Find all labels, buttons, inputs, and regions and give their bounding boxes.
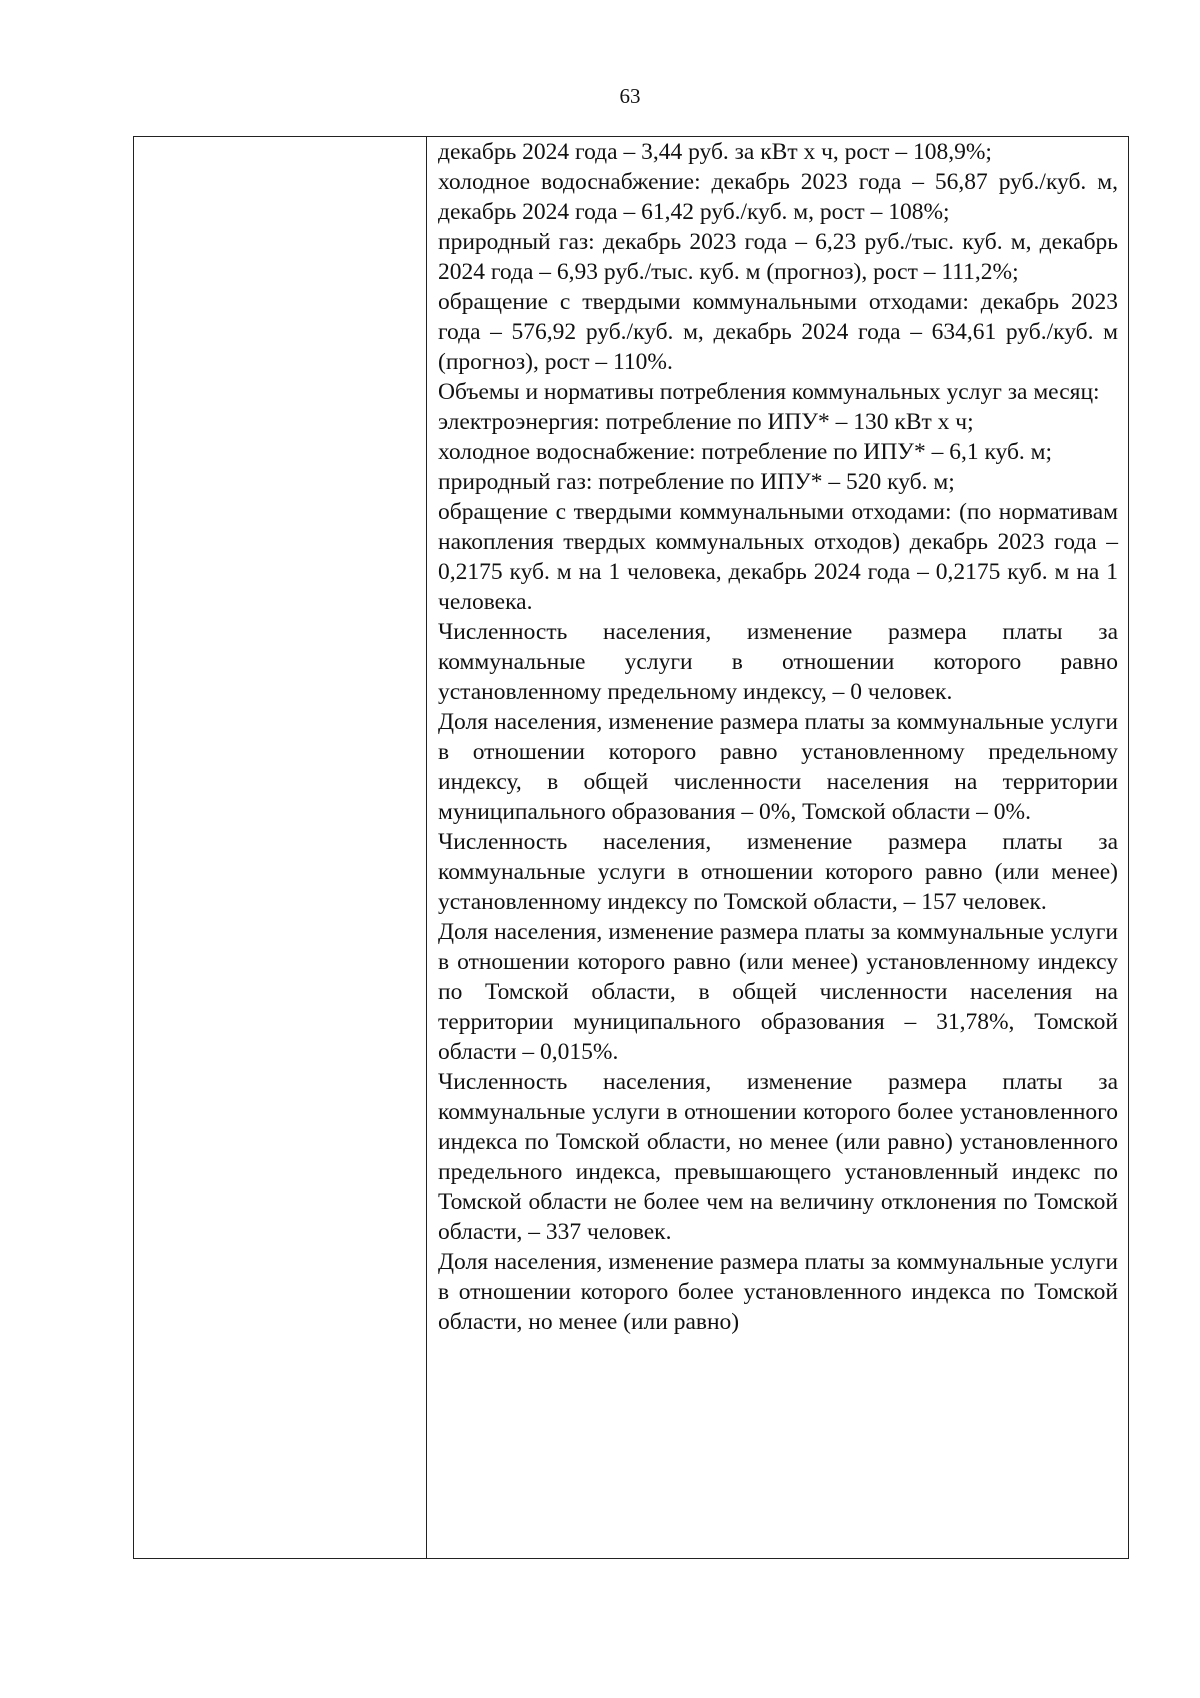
table-left-cell [134,137,427,1558]
paragraph-share-below-index: Доля населения, изменение размера платы за коммунальные услуги в отношении которого равно (или менее) установленному индексу по Томской области, в общей численности населения на территории муниципального образования – 31,78%, Томской области – 0,015%. [438,919,1118,1065]
paragraph-population-below-index: Численность населения, изменение размера платы за коммунальные услуги в отношении которого равно (или менее) установленному индексу по Томской области, – 157 человек. [438,829,1118,915]
paragraph-electricity-tariff-2024: декабрь 2024 года – 3,44 руб. за кВт х ч, рост – 108,9%; [438,139,992,165]
paragraph-consumption-heading: Объемы и нормативы потребления коммунальных услуг за месяц: [438,379,1100,405]
paragraph-natural-gas-tariff: природный газ: декабрь 2023 года – 6,23 руб./тыс. куб. м, декабрь 2024 года – 6,93 руб./тыс. куб. м (прогноз), рост – 111,2%; [438,229,1118,285]
paragraph-cold-water-consumption: холодное водоснабжение: потребление по ИПУ* – 6,1 куб. м; [438,439,1053,465]
page-number: 63 [619,84,641,108]
paragraph-electricity-consumption: электроэнергия: потребление по ИПУ* – 130 кВт х ч; [438,409,974,435]
paragraph-solid-waste-tariff: обращение с твердыми коммунальными отходами: декабрь 2023 года – 576,92 руб./куб. м, декабрь 2024 года – 634,61 руб./куб. м (прогноз), рост – 110%. [438,289,1118,375]
paragraph-gas-consumption: природный газ: потребление по ИПУ* – 520 куб. м; [438,469,955,495]
paragraph-share-above-index: Доля населения, изменение размера платы за коммунальные услуги в отношении которого более установленного индекса по Томской области, но менее (или равно) [438,1249,1118,1335]
paragraph-population-above-index: Численность населения, изменение размера платы за коммунальные услуги в отношении которого более установленного индекса по Томской области, но менее (или равно) установленного предельного индекса, превышающего установленный индекс по Томской области не более чем на величину отклонения по Томской области, – 337 человек. [438,1069,1118,1245]
table-right-cell [427,137,1128,1558]
paragraph-waste-norms: обращение с твердыми коммунальными отходами: (по нормативам накопления твердых коммунальных отходов) декабрь 2023 года – 0,2175 куб. м на 1 человека, декабрь 2024 года – 0,2175 куб. м на 1 человека. [438,499,1118,615]
paragraph-cold-water-tariff: холодное водоснабжение: декабрь 2023 года – 56,87 руб./куб. м, декабрь 2024 года – 61,42 руб./куб. м, рост – 108%; [438,169,1118,225]
paragraph-population-equal-limit: Численность населения, изменение размера платы за коммунальные услуги в отношении которого равно установленному предельному индексу, – 0 человек. [438,619,1118,705]
paragraph-share-equal-limit: Доля населения, изменение размера платы за коммунальные услуги в отношении которого равно установленному предельному индексу, в общей численности населения на территории муниципального образования – 0%, Томской области – 0%. [438,709,1118,825]
content-table [133,136,1129,1559]
